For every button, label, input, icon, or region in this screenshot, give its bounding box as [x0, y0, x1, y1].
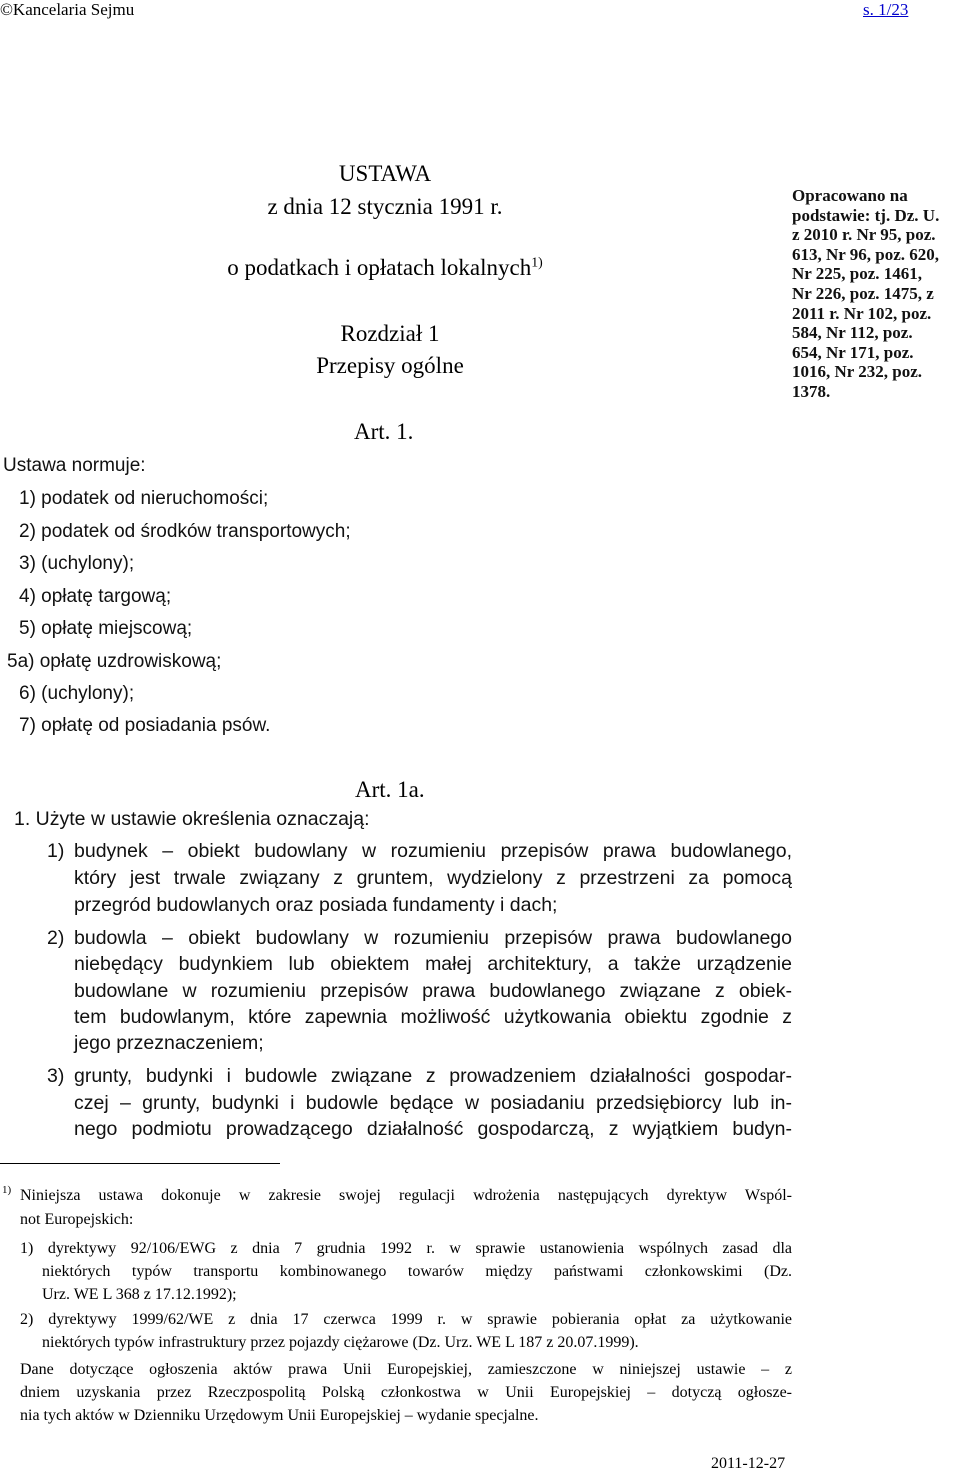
source-note-line: 584, Nr 112, poz. [792, 323, 913, 343]
list-item: 4) opłatę targową; [19, 586, 172, 607]
footnote-line: not Europejskich: [20, 1211, 134, 1228]
footnote-line: Urz. WE L 368 z 17.12.1992); [42, 1286, 237, 1303]
source-note-line: 613, Nr 96, poz. 620, [792, 244, 940, 264]
footnote-separator [0, 1163, 280, 1164]
list-item: 6) (uchylony); [19, 683, 135, 704]
source-note-line: 1016, Nr 232, poz. [792, 362, 923, 382]
article-1-intro: Ustawa normuje: [3, 455, 146, 476]
act-heading: USTAWA [338, 161, 432, 186]
chapter-number: Rozdział 1 [340, 321, 440, 346]
page-number-link[interactable]: s. 1/23 [863, 0, 909, 19]
definition-line: tem budowlanym, które zapewnia możliwość użytkowania obiektu zgodnie z [74, 1006, 792, 1028]
definition-line: niebędący budynkiem lub obiektem małej architektury, a także urządzenie [74, 953, 792, 975]
article-1a-label: Art. 1a. [355, 777, 425, 802]
definition-line: jego przeznaczeniem; [74, 1032, 264, 1054]
list-item: 3) (uchylony); [19, 553, 135, 574]
act-subject [190, 255, 580, 281]
footnote-line: 1) dyrektywy 92/106/EWG z dnia 7 grudnia 1992 r. w sprawie ustanowienia wspólnych zasad dla [20, 1240, 792, 1257]
footnote-marker: 1) [2, 1184, 12, 1196]
definition-line: nego podmiotu prowadzącego działalność gospodarczą, z wyjątkiem budyn- [74, 1118, 792, 1140]
definition-number: 2) [47, 927, 65, 949]
act-date: z dnia 12 stycznia 1991 r. [267, 194, 503, 219]
source-note-line: z 2010 r. Nr 95, poz. [792, 225, 936, 245]
footnote-line: niektórych typów transportu kombinowanego towarów między państwami członkowskimi (Dz. [42, 1263, 792, 1280]
list-item: 1) podatek od nieruchomości; [19, 488, 269, 509]
article-1-label: Art. 1. [354, 419, 414, 444]
definition-number: 3) [47, 1065, 65, 1087]
footnote-line: niektórych typów infrastruktury przez pojazdy ciężarowe (Dz. Urz. WE L 187 z 20.07.1999). [42, 1334, 639, 1351]
definition-number: 1) [47, 840, 65, 862]
definition-line: przegród budowlanych oraz posiada fundamenty i dach; [74, 894, 558, 916]
chapter-name: Przepisy ogólne [316, 353, 464, 378]
footnote-line: Dane dotyczące ogłoszenia aktów prawa Unii Europejskiej, zamieszczone w niniejszej ustawie – z [20, 1361, 792, 1378]
definition-line: budynek – obiekt budowlany w rozumieniu przepisów prawa budowlanego, [74, 840, 792, 862]
source-note-line: 2011 r. Nr 102, poz. [792, 303, 932, 323]
source-note-line: Nr 225, poz. 1461, [792, 264, 923, 284]
footnote-line: 2) dyrektywy 1999/62/WE z dnia 17 czerwca 1999 r. w sprawie pobierania opłat za użytkowanie [20, 1311, 792, 1328]
definition-line: czej – grunty, budynki i budowle będące w posiadaniu przedsiębiorcy lub in- [74, 1092, 792, 1114]
list-item: 2) podatek od środków transportowych; [19, 521, 351, 542]
list-item: 7) opłatę od posiadania psów. [19, 715, 271, 736]
source-note-line: podstawie: tj. Dz. U. [792, 205, 940, 225]
act-subject-text: o podatkach i opłatach lokalnych [227, 255, 532, 280]
definition-line: grunty, budynki i budowle związane z prowadzeniem działalności gospodar- [74, 1065, 792, 1087]
list-item: 5a) opłatę uzdrowiskową; [7, 651, 222, 672]
source-note [792, 186, 960, 402]
source-note-line: Nr 226, poz. 1475, z [792, 283, 934, 303]
list-item: 5) opłatę miejscową; [19, 618, 193, 639]
definition-line: budowla – obiekt budowlany w rozumieniu przepisów prawa budowlanego [74, 927, 792, 949]
footnote-line: nia tych aktów w Dzienniku Urzędowym Unii Europejskiej – wydanie specjalne. [20, 1407, 539, 1424]
definition-line: który jest trwale związany z gruntem, wydzielony z przestrzeni za pomocą [74, 867, 792, 889]
source-note-line: 1378. [792, 381, 831, 401]
source-note-line: Opracowano na [792, 186, 908, 205]
footnote-line: dniem uzyskania przez Rzeczpospolitą Polską członkostwa w Unii Europejskiej – dotyczą ogłosze- [20, 1384, 792, 1401]
source-note-line: 654, Nr 171, poz. [792, 342, 914, 362]
source-label: ©Kancelaria Sejmu [0, 0, 135, 19]
article-1a-intro: 1. Użyte w ustawie określenia oznaczają: [14, 808, 370, 830]
definition-line: budowlane w rozumieniu przepisów prawa budowlanego związane z obiek- [74, 980, 792, 1002]
footnote-ref-1[interactable]: 1) [531, 254, 543, 270]
footer-date: 2011-12-27 [711, 1455, 786, 1472]
footnote-line: Niniejsza ustawa dokonuje w zakresie swojej regulacji wdrożenia następujących dyrektyw Wspól- [20, 1187, 792, 1204]
